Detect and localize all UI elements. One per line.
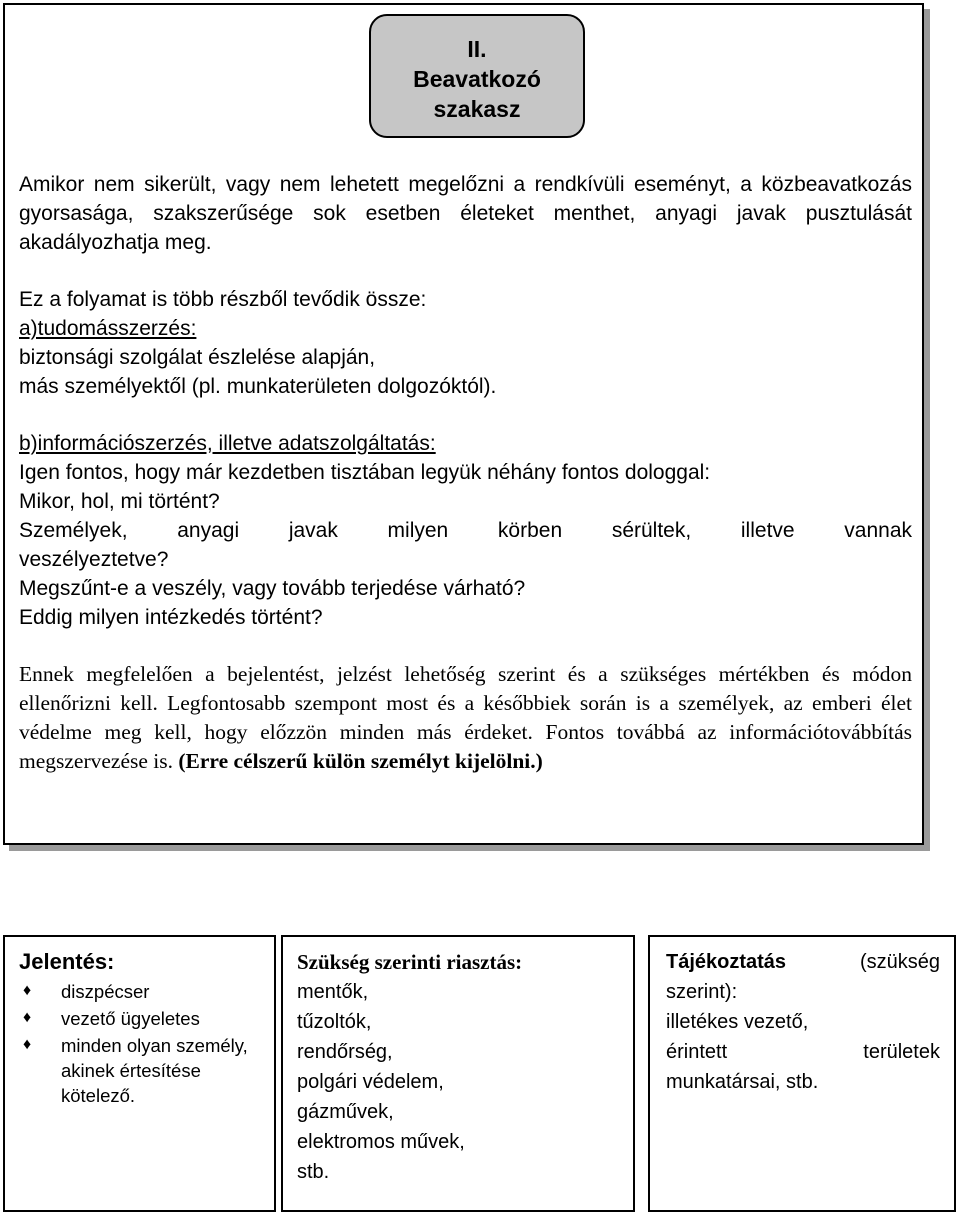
section-title-line2: szakasz [433,96,521,122]
main-content [19,170,912,776]
section-b-line4: Megszűnt-e a veszély, vagy tovább terjedése várható? [19,577,526,600]
info-heading [666,947,940,977]
diamond-bullet-icon: ♦ [23,1036,32,1053]
alarm-item: mentők, [297,981,369,1003]
alarm-box [281,935,635,1212]
report-list [19,979,260,1108]
section-b-line3a: Személyek, anyagi javak milyen körben sérültek, illetve vannak [19,519,912,542]
closing-paragraph [19,660,912,776]
list-item: ♦ vezető ügyeletes [23,1008,200,1029]
list-item: ♦ diszpécser [23,981,150,1002]
section-title-line1: Beavatkozó [413,66,541,92]
alarm-item: polgári védelem, [297,1071,444,1093]
alarm-item: rendőrség, [297,1041,393,1063]
alarm-heading: Szükség szerinti riasztás: [297,950,523,974]
section-number: II. [467,36,487,62]
info-box [648,935,956,1212]
section-b-line5: Eddig milyen intézkedés történt? [19,606,323,629]
info-line1: szerint): [666,981,738,1003]
list-item: ♦ minden olyan személy, akinek értesítése kötelező. [23,1035,248,1106]
closing-text: Ennek megfelelően a bejelentést, jelzést lehetőség szerint és a szükséges mértékben és módon ellenőrizni kell. Legfontosabb szempont most és a későbbiek során is a személyek, az emberi élet védelme meg kell, hogy előzzön minden más érdeket. Fontos továbbá az információtovábbítás megszervezése is. [19,662,912,773]
info-heading-rest: (szükség [859,951,940,973]
section-b-heading: b)információszerzés, illetve adatszolgáltatás: [19,432,436,455]
info-line4: munkatársai, stb. [666,1071,819,1093]
section-a-heading: a)tudomásszerzés: [19,317,197,340]
alarm-item: stb. [297,1161,330,1183]
alarm-item: elektromos művek, [297,1131,465,1153]
section-b-line3b: veszélyeztetve? [19,548,169,571]
alarm-item: gázművek, [297,1101,394,1123]
report-heading: Jelentés: [19,949,115,974]
info-line3: érintett területek [666,1041,940,1063]
section-a-line2: más személyektől (pl. munkaterületen dolgozóktól). [19,375,497,398]
section-b-line1: Igen fontos, hogy már kezdetben tisztában legyük néhány fontos dologgal: [19,461,711,484]
section-title-box [369,14,585,138]
intro-paragraph: Amikor nem sikerült, vagy nem lehetett megelőzni a rendkívüli eseményt, a közbeavatkozás gyorsasága, szakszerűsége sok esetben életeket menthet, anyagi javak pusztulását akadályozhatja meg. [19,173,912,254]
section-b-line2: Mikor, hol, mi történt? [19,490,220,513]
diamond-bullet-icon: ♦ [23,982,32,999]
section-a-line1: biztonsági szolgálat észlelése alapján, [19,346,376,369]
info-heading-bold: Tájékoztatás [666,951,787,973]
alarm-item: tűzoltók, [297,1011,372,1033]
info-line2: illetékes vezető, [666,1011,809,1033]
closing-bold: (Erre célszerű külön személyt kijelölni.) [178,749,543,773]
report-box [3,935,276,1212]
diamond-bullet-icon: ♦ [23,1009,32,1026]
section-a-lead: Ez a folyamat is több részből tevődik össze: [19,288,427,311]
